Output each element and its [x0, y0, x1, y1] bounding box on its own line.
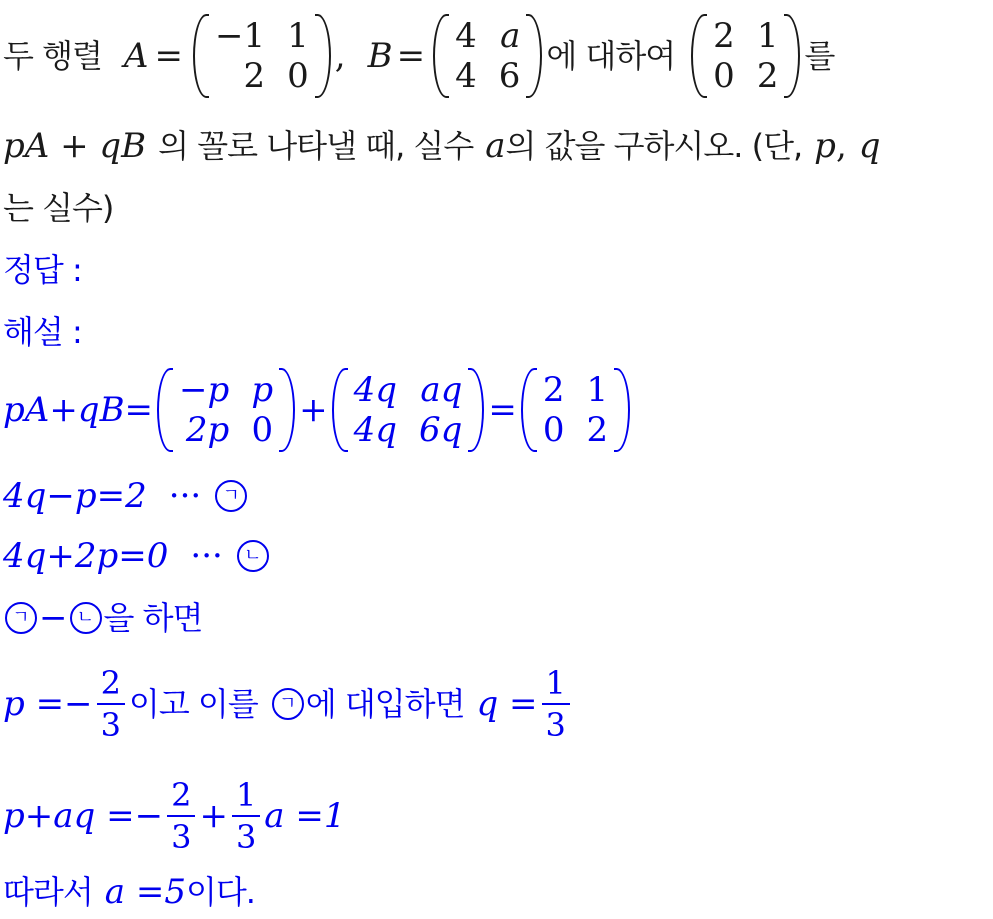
- numerator: 2: [97, 665, 125, 705]
- equation-2: [3, 536, 271, 576]
- matrix-qb: [332, 368, 485, 452]
- answer-line: [3, 250, 82, 290]
- matrix-cell: 2: [542, 370, 565, 410]
- denominator: 3: [100, 706, 121, 744]
- matrix-cell: a: [500, 16, 521, 56]
- math-expression: 4q+2p=0: [3, 536, 169, 576]
- matrix-cell: p: [251, 370, 274, 410]
- math-expression: 4q−p=2: [3, 476, 147, 516]
- matrix-cell: 1: [287, 16, 309, 56]
- comma: ,: [835, 126, 847, 166]
- matrix-cell: 6q: [418, 410, 463, 450]
- equals-sign: =: [488, 390, 517, 430]
- fraction-2: [232, 777, 260, 855]
- conclusion-text: 따라서: [3, 873, 93, 911]
- matrix-cell: 1: [756, 16, 779, 56]
- math-variable: p: [814, 126, 836, 166]
- circled-giyeok: ㄱ: [215, 480, 247, 512]
- matrix-cell: 4q: [353, 410, 397, 450]
- numerator: 2: [167, 777, 195, 817]
- problem-line-1: [3, 16, 835, 96]
- subtract-step: [3, 598, 202, 638]
- denominator: 3: [171, 818, 192, 856]
- equation-1: [3, 476, 249, 516]
- ellipsis: ···: [190, 536, 223, 576]
- math-variable: q: [858, 126, 881, 166]
- circled-nieun: ㄴ: [70, 602, 102, 634]
- problem-text: 의 꼴로 나타낼 때, 실수: [158, 127, 474, 165]
- ellipsis: ···: [168, 476, 202, 516]
- conclusion-text: 이다.: [185, 873, 255, 911]
- math-expression: pA+qB=: [3, 390, 154, 430]
- math-variable: a: [485, 126, 506, 166]
- problem-line-3: [3, 188, 113, 228]
- matrix-cell: 2: [243, 56, 266, 96]
- matrix-cell: 4: [455, 56, 477, 96]
- math-expression: a =1: [264, 796, 346, 836]
- step-text: 에 대입하면: [305, 685, 465, 723]
- solution-label-line: [3, 312, 82, 352]
- matrix-cell: 6: [498, 56, 521, 96]
- plus-sign: +: [199, 796, 228, 836]
- matrix-cell: 0: [287, 56, 309, 96]
- matrix-cell: 2: [756, 56, 779, 96]
- circled-giyeok: ㄱ: [5, 602, 37, 634]
- matrix-cell: 0: [713, 56, 735, 96]
- matrix-cell: 2: [713, 16, 735, 56]
- matrix-cell: 2p: [185, 410, 230, 450]
- matrix-cell: 2: [586, 410, 609, 450]
- comma: ,: [334, 36, 346, 76]
- matrix-cell: 4q: [353, 370, 397, 410]
- step-text: 이고 이를: [128, 685, 258, 723]
- matrix-pa: [157, 368, 295, 452]
- matrix-cell: 4: [455, 16, 477, 56]
- matrix-cell: 1: [586, 370, 609, 410]
- denominator: 3: [545, 706, 566, 744]
- matrix-a: [193, 14, 331, 98]
- matrix-c: [691, 14, 800, 98]
- circled-giyeok: ㄱ: [272, 688, 304, 720]
- math-expression: p =−: [3, 684, 93, 724]
- matrix-cell: aq: [420, 370, 463, 410]
- denominator: 3: [235, 818, 257, 856]
- equals-sign: =: [154, 36, 183, 76]
- plus-sign: +: [299, 390, 328, 430]
- matrix-result: [521, 368, 630, 452]
- fraction-p: [97, 665, 125, 743]
- matrix-b-symbol: B: [367, 36, 393, 76]
- math-expression: a =5: [104, 872, 186, 912]
- pq-values: [3, 662, 574, 746]
- numerator: 1: [542, 665, 570, 705]
- problem-text: 에 대하여: [546, 37, 676, 75]
- equals-sign: =: [396, 36, 426, 76]
- problem-text: 를: [804, 37, 835, 75]
- matrix-b: [433, 14, 542, 98]
- solution-label: 해설 :: [3, 313, 82, 351]
- matrix-cell: 0: [251, 410, 274, 450]
- matrix-cell: −1: [214, 16, 266, 56]
- fraction-1: [167, 777, 195, 855]
- minus-sign: −: [39, 598, 68, 638]
- circled-nieun: ㄴ: [237, 540, 269, 572]
- math-expression: pA + qB: [3, 126, 147, 166]
- problem-text: 는 실수): [3, 189, 114, 227]
- matrix-cell: 0: [542, 410, 565, 450]
- fraction-q: [542, 665, 570, 743]
- conclusion: [3, 872, 255, 912]
- problem-text: 두 행렬: [3, 37, 102, 75]
- numerator: 1: [232, 777, 260, 817]
- final-equation: [3, 774, 346, 858]
- math-expression: q =: [476, 684, 538, 724]
- step-text: 을 하면: [103, 599, 203, 637]
- matrix-cell: −p: [179, 370, 230, 410]
- problem-line-2: [3, 126, 881, 166]
- matrix-a-symbol: A: [123, 36, 149, 76]
- problem-text: 의 값을 구하시오. (단,: [505, 127, 803, 165]
- solution-matrix-equation: [3, 370, 634, 450]
- math-expression: p+aq =−: [3, 796, 164, 836]
- answer-label: 정답 :: [3, 251, 82, 289]
